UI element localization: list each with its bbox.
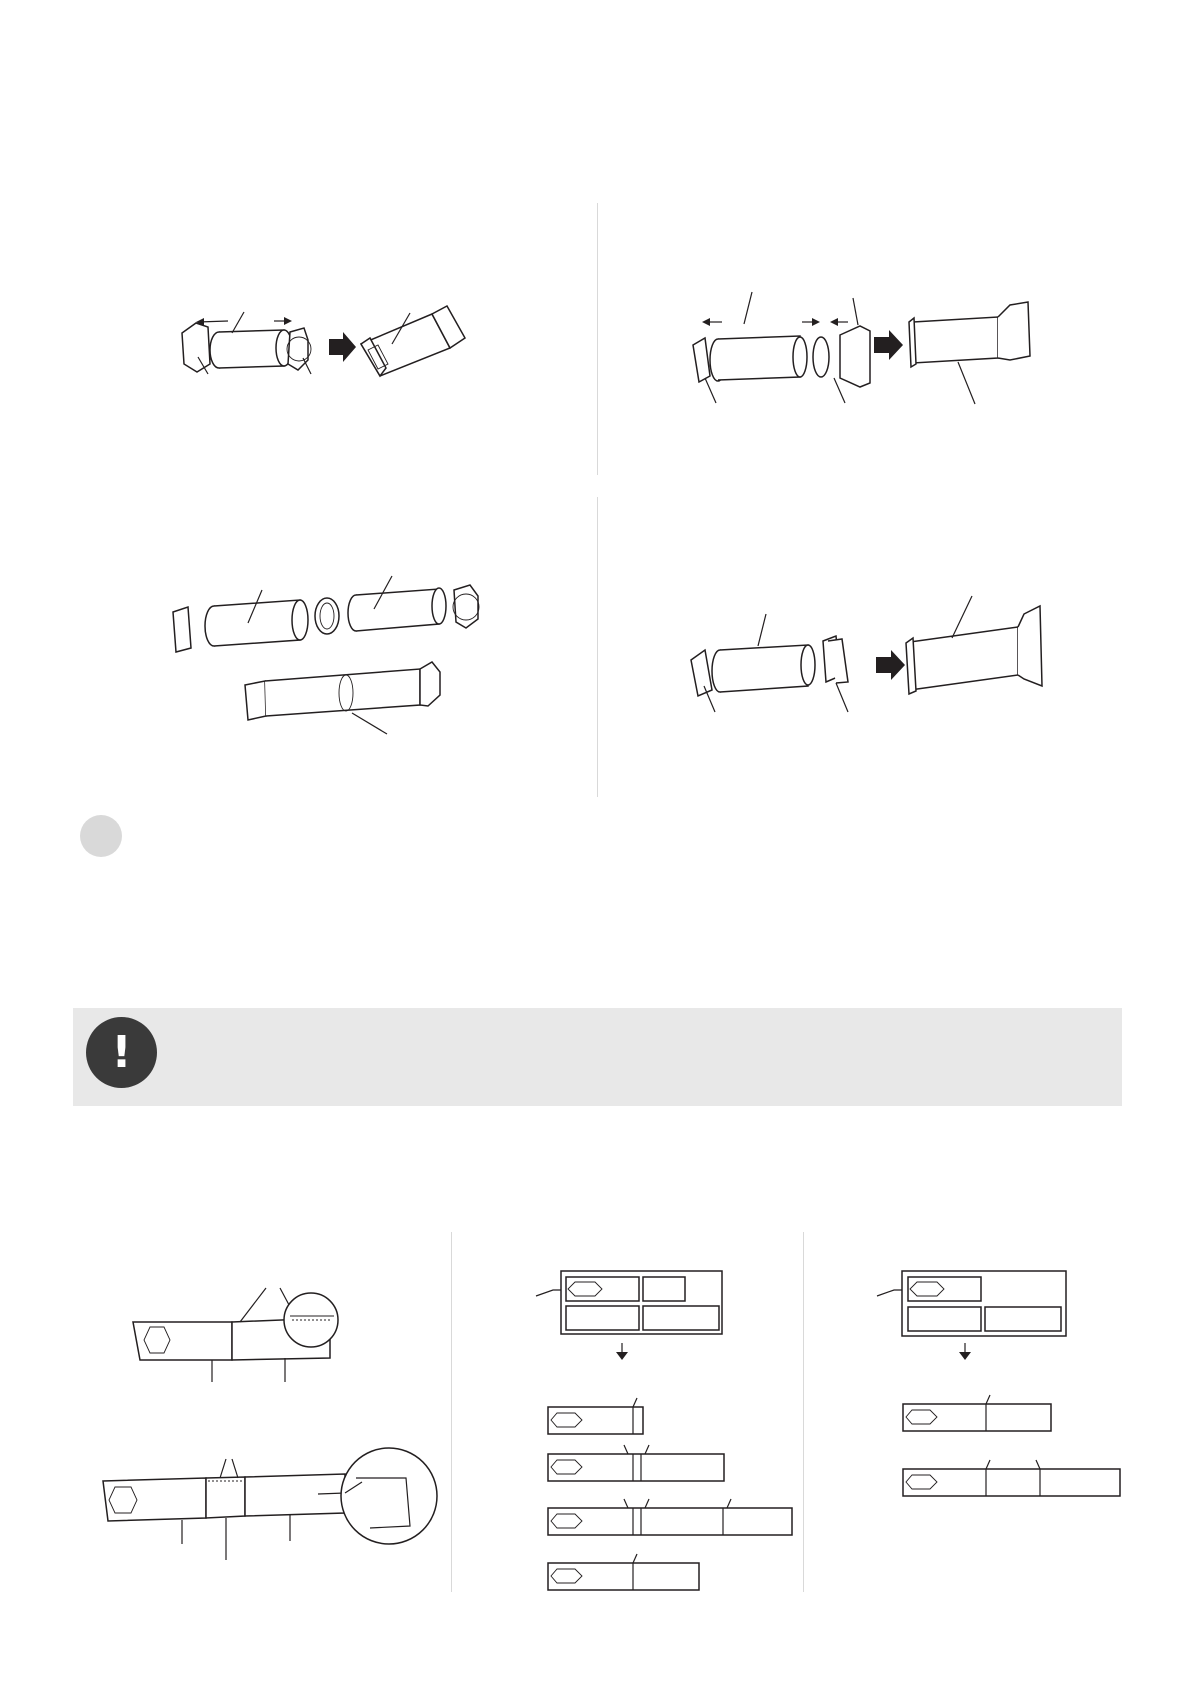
exclamation-symbol: ! bbox=[111, 1026, 132, 1078]
